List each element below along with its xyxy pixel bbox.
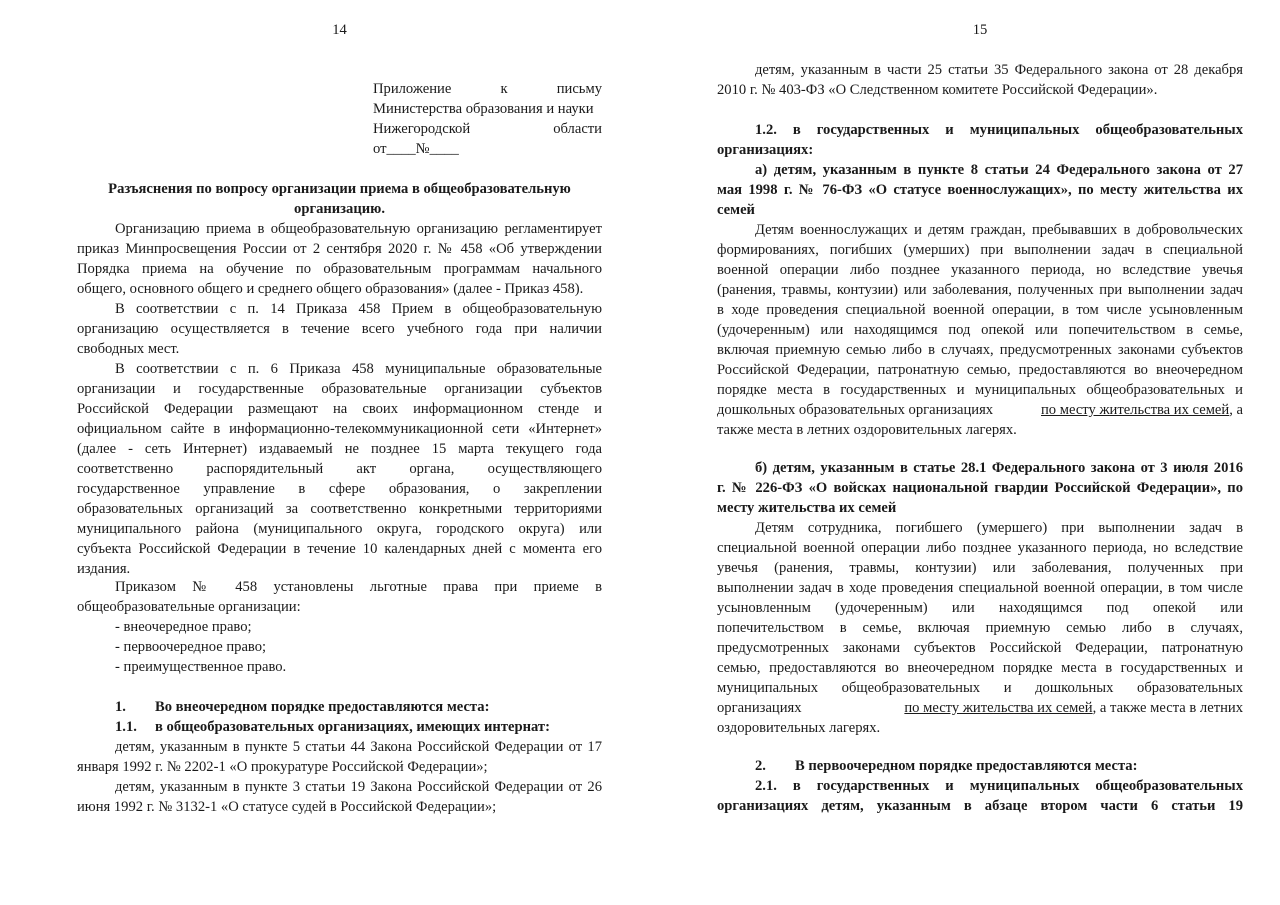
list-item: - внеочередное право; xyxy=(115,619,252,635)
text-line: официальном сайте в информационно-телекоммуникационной сети «Интернет» xyxy=(77,421,602,437)
page-14 xyxy=(77,0,602,905)
section-heading xyxy=(717,756,1243,776)
section-1-2 xyxy=(717,120,1243,440)
annex-word: Приложение xyxy=(373,81,452,97)
annex-date-line: от____№____ xyxy=(373,141,459,157)
text-line xyxy=(717,400,1243,420)
subsection-heading: 2.1. в государственных и муниципальных общеобразовательных xyxy=(755,778,1243,794)
text-line: свободных мест. xyxy=(77,341,180,357)
text-line: порядке места в государственных и муниципальных общеобразовательных и xyxy=(717,382,1243,398)
text-line: В соответствии с п. 14 Приказа 458 Прием в общеобразовательную xyxy=(115,301,602,317)
text-line: общего, основного общего и среднего общего образования» (далее - Приказ 458). xyxy=(77,281,584,297)
text-line: в ходе проведения специальной военной операции, в том числе усыновленным xyxy=(717,302,1243,318)
section-title: Во внеочередном порядке предоставляются места: xyxy=(155,699,490,715)
text-fragment: , а также места в летних xyxy=(1092,700,1243,716)
text-fragment: дошкольных образовательных организациях xyxy=(717,402,994,418)
subsection-heading: организациях: xyxy=(717,142,814,158)
text-line: 2010 г. № 403-ФЗ «О Следственном комитете Российской Федерации». xyxy=(717,82,1158,98)
text-line: Детям сотрудника, погибшего (умершего) при выполнении задач в xyxy=(755,520,1243,536)
text-line: (удочеренным) или находящимся под опекой или попечительством в семье, xyxy=(717,322,1243,338)
text-line: июня 1992 г. № 3132-1 «О статусе судей в Российской Федерации»; xyxy=(77,799,497,815)
clause-heading: семей xyxy=(717,202,755,218)
text-line: также места в летних оздоровительных лагерях. xyxy=(717,422,1017,438)
text-line: Приказом № 458 установлены льготные права при приеме в xyxy=(115,579,602,595)
text-line: Российской Федерации, патронатную семью, предоставляются во внеочередном xyxy=(717,362,1243,378)
paragraph-p14 xyxy=(77,299,602,359)
annex-header xyxy=(373,79,602,159)
section-title: в общеобразовательных организациях, имеющих интернат: xyxy=(155,719,550,735)
text-line: усыновленным (удочеренным) или находящимся под опекой или xyxy=(717,600,1243,616)
annex-line: Министерства образования и науки xyxy=(373,101,594,117)
annex-word: к xyxy=(500,81,508,97)
text-line: Российской Федерации размещают на своих информационном стенде и xyxy=(77,401,602,417)
paragraph-p6 xyxy=(77,359,602,579)
section-1 xyxy=(77,697,602,817)
text-line: муниципальных общеобразовательных и дошкольных образовательных xyxy=(717,680,1243,696)
text-line: детям, указанным в пункте 3 статьи 19 Закона Российской Федерации от 26 xyxy=(115,779,602,795)
text-fragment: , а xyxy=(1229,402,1243,418)
page-15 xyxy=(717,0,1243,905)
clause-heading: месту жительства их семей xyxy=(717,500,897,516)
annex-word: письму xyxy=(556,81,602,97)
paragraph-privileges xyxy=(77,577,602,677)
text-line: образовательных организаций за соответственно конкретными территориями xyxy=(77,501,602,517)
text-line: (ранения, травмы, контузии) или заболевания, полученных при выполнении задач xyxy=(717,282,1243,298)
text-line: детям, указанным в пункте 5 статьи 44 Закона Российской Федерации от 17 xyxy=(115,739,602,755)
underlined-text: по месту жительства их семей xyxy=(1041,402,1230,418)
text-line: приказ Минпросвещения России от 2 сентября 2020 г. № 458 «Об утверждении xyxy=(77,241,602,257)
text-line xyxy=(717,698,1243,718)
text-fragment: организациях xyxy=(717,700,802,716)
clause-heading: г. № 226-ФЗ «О войсках национальной гвардии Российской Федерации», по xyxy=(717,480,1243,496)
section-number: 2. xyxy=(755,758,766,774)
text-line: Детям военнослужащих и детям граждан, пребывавших в добровольческих xyxy=(755,222,1243,238)
section-2 xyxy=(717,756,1243,816)
page-number: 14 xyxy=(332,22,347,38)
text-line: выполнении задач в ходе проведения специальной военной операции, в том числе xyxy=(717,580,1243,596)
text-line: Организацию приема в общеобразовательную организацию регламентирует xyxy=(115,221,602,237)
text-line: семью, предоставляются во внеочередном порядке места в государственных и xyxy=(717,660,1243,676)
text-line: соответственно распорядительный акт органа, осуществляющего xyxy=(77,461,602,477)
text-line: общеобразовательные организации: xyxy=(77,599,301,615)
section-number: 1.1. xyxy=(115,719,137,735)
clause-b xyxy=(717,458,1243,738)
text-line: детям, указанным в части 25 статьи 35 Федерального закона от 28 декабря xyxy=(755,62,1243,78)
subsection-heading: организациях детям, указанным в абзаце втором части 6 статьи 19 xyxy=(717,798,1243,814)
title-line: организацию. xyxy=(294,201,385,217)
text-line: государственное управление в сфере образования, о закреплении xyxy=(77,481,602,497)
text-line: включая приемную семью либо в случаях, предусмотренных законами субъектов xyxy=(717,342,1243,358)
text-line: издания. xyxy=(77,561,131,577)
text-line: Порядка приема на обучение по образовательным программам начального xyxy=(77,261,602,277)
subsection-heading xyxy=(77,717,602,737)
text-line: января 1992 г. № 2202-1 «О прокуратуре Российской Федерации»; xyxy=(77,759,488,775)
text-line: (далее - сеть Интернет) издаваемый не позднее 15 марта текущего года xyxy=(77,441,602,457)
text-line: увечья (ранения, травмы, контузии) или заболевания, полученных при xyxy=(717,560,1243,576)
clause-heading: а) детям, указанным в пункте 8 статьи 24 Федерального закона от 27 xyxy=(755,162,1243,178)
text-line: военной операции либо позднее указанного периода, но вследствие увечья xyxy=(717,262,1243,278)
text-line: организации и государственные образовательные организации субъектов xyxy=(77,381,602,397)
section-number: 1. xyxy=(115,699,126,715)
text-line: попечительством в семье, включая приемную семью либо в случаях, xyxy=(717,620,1243,636)
text-line: специальной военной операции либо позднее указанного периода, но вследствие xyxy=(717,540,1243,556)
text-line: оздоровительных лагерях. xyxy=(717,720,881,736)
document-title xyxy=(77,179,602,219)
text-line: предусмотренных законами субъектов Российской Федерации, патронатную xyxy=(717,640,1243,656)
paragraph-intro xyxy=(77,219,602,299)
text-line: В соответствии с п. 6 Приказа 458 муниципальные образовательные xyxy=(115,361,602,377)
text-line: организацию осуществляется в течение всего учебного года при наличии xyxy=(77,321,602,337)
title-line: Разъяснения по вопросу организации приема в общеобразовательную xyxy=(108,181,571,197)
clause-heading: мая 1998 г. № 76-ФЗ «О статусе военнослужащих», по месту жительства их xyxy=(717,182,1243,198)
text-line: субъекта Российской Федерации в течение 10 календарных дней с момента его xyxy=(77,541,602,557)
subsection-heading: 1.2. в государственных и муниципальных общеобразовательных xyxy=(755,122,1243,138)
underlined-text: по месту жительства их семей xyxy=(904,700,1093,716)
annex-word: Нижегородской xyxy=(373,121,471,137)
list-item: - первоочередное право; xyxy=(115,639,267,655)
clause-heading: б) детям, указанным в статье 28.1 Федерального закона от 3 июля 2016 xyxy=(755,460,1243,476)
text-line: формированиях, погибших (умерших) при выполнении задач в специальной xyxy=(717,242,1243,258)
section-title: В первоочередном порядке предоставляются места: xyxy=(795,758,1138,774)
page-number: 15 xyxy=(972,22,988,38)
annex-word: области xyxy=(553,121,602,137)
paragraph-investigative xyxy=(717,60,1243,100)
list-item: - преимущественное право. xyxy=(115,659,287,675)
text-line: муниципального района (муниципального округа, городского округа) или xyxy=(77,521,602,537)
section-heading xyxy=(77,697,602,717)
